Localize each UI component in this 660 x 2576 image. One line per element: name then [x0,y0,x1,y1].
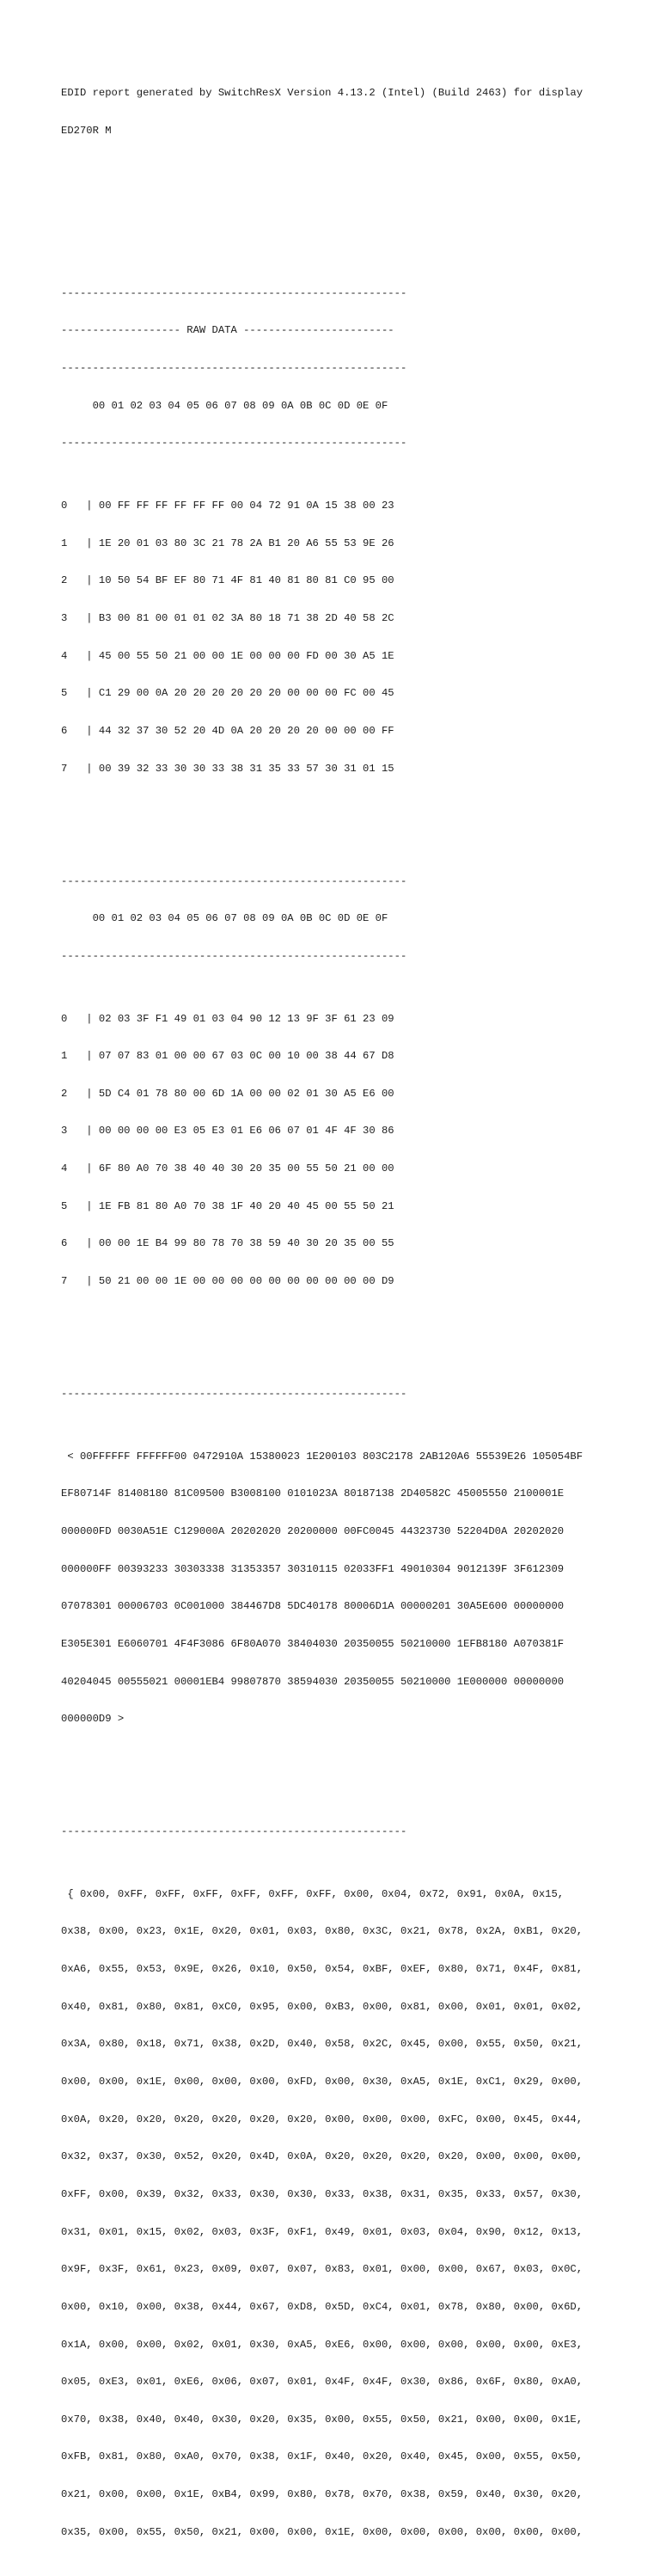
separator-line: ------------------------------------------------------- [61,437,407,450]
c-array-line: 0x31, 0x01, 0x15, 0x02, 0x03, 0x3F, 0xF1, 0x49, 0x01, 0x03, 0x04, 0x90, 0x12, 0x13, [61,2225,584,2238]
hex-blob-line: 40204045 00555021 00001EB4 99807870 38594030 20350055 50210000 1E000000 00000000 [61,1675,565,1688]
hex-row: 7 | 50 21 00 00 1E 00 00 00 00 00 00 00 00 00 00 D9 [61,1275,394,1288]
hex-blob-line: EF80714F 81408180 81C09500 B3008100 0101023A 80187138 2D40582C 45005550 2100001E [61,1487,565,1500]
hex-blob-line: E305E301 E6060701 4F4F3086 6F80A070 38404030 20350055 50210000 1EFB8180 A070381F [61,1637,565,1650]
column-header: 00 01 02 03 04 05 06 07 08 09 0A 0B 0C 0D 0E 0F [61,912,388,925]
hex-row: 0 | 02 03 3F F1 49 01 03 04 90 12 13 9F 3F 61 23 09 [61,1012,394,1025]
c-array-line: 0x21, 0x00, 0x00, 0x1E, 0xB4, 0x99, 0x80, 0x78, 0x70, 0x38, 0x59, 0x40, 0x30, 0x20, [61,2488,584,2501]
raw-data-title: ------------------- RAW DATA ------------------------ [61,324,394,337]
separator-line: ------------------------------------------------------- [61,1825,407,1838]
hex-row: 6 | 00 00 1E B4 99 80 78 70 38 59 40 30 20 35 00 55 [61,1237,394,1250]
c-array-line: 0xFF, 0x00, 0x39, 0x32, 0x33, 0x30, 0x30, 0x33, 0x38, 0x31, 0x35, 0x33, 0x57, 0x30, [61,2187,584,2200]
hex-row: 5 | C1 29 00 0A 20 20 20 20 20 20 00 00 00 FC 00 45 [61,687,394,700]
hex-row: 1 | 1E 20 01 03 80 3C 21 78 2A B1 20 A6 55 53 9E 26 [61,537,394,549]
hex-row: 3 | B3 00 81 00 01 01 02 3A 80 18 71 38 2D 40 58 2C [61,612,394,625]
c-array-line: 0x38, 0x00, 0x23, 0x1E, 0x20, 0x01, 0x03, 0x80, 0x3C, 0x21, 0x78, 0x2A, 0xB1, 0x20, [61,1925,584,1938]
c-array-line: 0x1A, 0x00, 0x00, 0x02, 0x01, 0x30, 0xA5, 0xE6, 0x00, 0x00, 0x00, 0x00, 0x00, 0xE3, [61,2338,584,2351]
hex-row: 4 | 45 00 55 50 21 00 00 1E 00 00 00 FD 00 30 A5 1E [61,649,394,662]
c-array-line: { 0x00, 0xFF, 0xFF, 0xFF, 0xFF, 0xFF, 0xFF, 0x00, 0x04, 0x72, 0x91, 0x0A, 0x15, [61,1887,565,1900]
hex-blob-line: 000000FF 00393233 30303338 31353357 30310115 02033FF1 49010304 9012139F 3F612309 [61,1562,565,1575]
hex-row: 2 | 5D C4 01 78 80 00 6D 1A 00 00 02 01 30 A5 E6 00 [61,1087,394,1100]
hex-blob-line: 07078301 00006703 0C001000 384467D8 5DC40178 80006D1A 00000201 30A5E600 00000000 [61,1600,565,1613]
hex-row: 3 | 00 00 00 00 E3 05 E3 01 E6 06 07 01 4F 4F 30 86 [61,1125,394,1138]
raw-data-block-1 [61,987,654,1312]
c-array-line: 0x00, 0x10, 0x00, 0x38, 0x44, 0x67, 0xD8, 0x5D, 0xC4, 0x01, 0x78, 0x80, 0x00, 0x6D, [61,2300,584,2313]
c-array-line: 0x35, 0x00, 0x55, 0x50, 0x21, 0x00, 0x00, 0x1E, 0x00, 0x00, 0x00, 0x00, 0x00, 0x00, [61,2525,584,2538]
hex-row: 0 | 00 FF FF FF FF FF FF 00 04 72 91 0A 15 38 00 23 [61,500,394,512]
edid-report-document [61,62,654,2576]
hex-blob-line: < 00FFFFFF FFFFFF00 0472910A 15380023 1E200103 803C2178 2AB120A6 55539E26 105054BF [61,1450,584,1463]
report-header-line-1: EDID report generated by SwitchResX Version 4.13.2 (Intel) (Build 2463) for display [61,87,584,100]
raw-data-block-0 [61,475,654,800]
hex-row: 4 | 6F 80 A0 70 38 40 40 30 20 35 00 55 50 21 00 00 [61,1162,394,1175]
hex-blob-line: 000000D9 > [61,1713,125,1726]
c-array-line: 0x32, 0x37, 0x30, 0x52, 0x20, 0x4D, 0x0A, 0x20, 0x20, 0x20, 0x20, 0x00, 0x00, 0x00, [61,2150,584,2163]
c-array-block [61,1863,654,2564]
hex-blob-line: 000000FD 0030A51E C129000A 20202020 20200000 00FC0045 44323730 52204D0A 20202020 [61,1524,565,1537]
separator-line: ------------------------------------------------------- [61,949,407,962]
column-header: 00 01 02 03 04 05 06 07 08 09 0A 0B 0C 0D 0E 0F [61,399,388,412]
hex-row: 5 | 1E FB 81 80 A0 70 38 1F 40 20 40 45 00 55 50 21 [61,1199,394,1212]
hex-row: 6 | 44 32 37 30 52 20 4D 0A 20 20 20 20 00 00 00 FF [61,724,394,737]
c-array-line: 0x05, 0xE3, 0x01, 0xE6, 0x06, 0x07, 0x01, 0x4F, 0x4F, 0x30, 0x86, 0x6F, 0x80, 0xA0, [61,2376,584,2389]
separator-line: ------------------------------------------------------- [61,1387,407,1400]
hex-blob-block [61,1426,654,1751]
separator-line: ------------------------------------------------------- [61,362,407,375]
c-array-line: 0xFB, 0x81, 0x80, 0xA0, 0x70, 0x38, 0x1F, 0x40, 0x20, 0x40, 0x45, 0x00, 0x55, 0x50, [61,2450,584,2463]
separator-line: ------------------------------------------------------- [61,286,407,299]
hex-row: 2 | 10 50 54 BF EF 80 71 4F 81 40 81 80 81 C0 95 00 [61,574,394,587]
c-array-line: 0x40, 0x81, 0x80, 0x81, 0xC0, 0x95, 0x00, 0xB3, 0x00, 0x81, 0x00, 0x01, 0x01, 0x02, [61,2000,584,2013]
hex-row: 7 | 00 39 32 33 30 30 33 38 31 35 33 57 30 31 01 15 [61,762,394,775]
report-header-line-2: ED270R M [61,124,112,137]
separator-line: ------------------------------------------------------- [61,874,407,887]
c-array-line: 0x0A, 0x20, 0x20, 0x20, 0x20, 0x20, 0x20, 0x00, 0x00, 0x00, 0xFC, 0x00, 0x45, 0x44, [61,2113,584,2125]
c-array-line: 0x3A, 0x80, 0x18, 0x71, 0x38, 0x2D, 0x40, 0x58, 0x2C, 0x45, 0x00, 0x55, 0x50, 0x21, [61,2038,584,2051]
c-array-line: 0xA6, 0x55, 0x53, 0x9E, 0x26, 0x10, 0x50, 0x54, 0xBF, 0xEF, 0x80, 0x71, 0x4F, 0x81, [61,1963,584,1976]
c-array-line: 0x70, 0x38, 0x40, 0x40, 0x30, 0x20, 0x35, 0x00, 0x55, 0x50, 0x21, 0x00, 0x00, 0x1E, [61,2413,584,2426]
c-array-line: 0x00, 0x00, 0x1E, 0x00, 0x00, 0x00, 0xFD, 0x00, 0x30, 0xA5, 0x1E, 0xC1, 0x29, 0x00, [61,2076,584,2088]
c-array-line: 0x9F, 0x3F, 0x61, 0x23, 0x09, 0x07, 0x07, 0x83, 0x01, 0x00, 0x00, 0x67, 0x03, 0x0C, [61,2263,584,2276]
hex-row: 1 | 07 07 83 01 00 00 67 03 0C 00 10 00 38 44 67 D8 [61,1050,394,1063]
